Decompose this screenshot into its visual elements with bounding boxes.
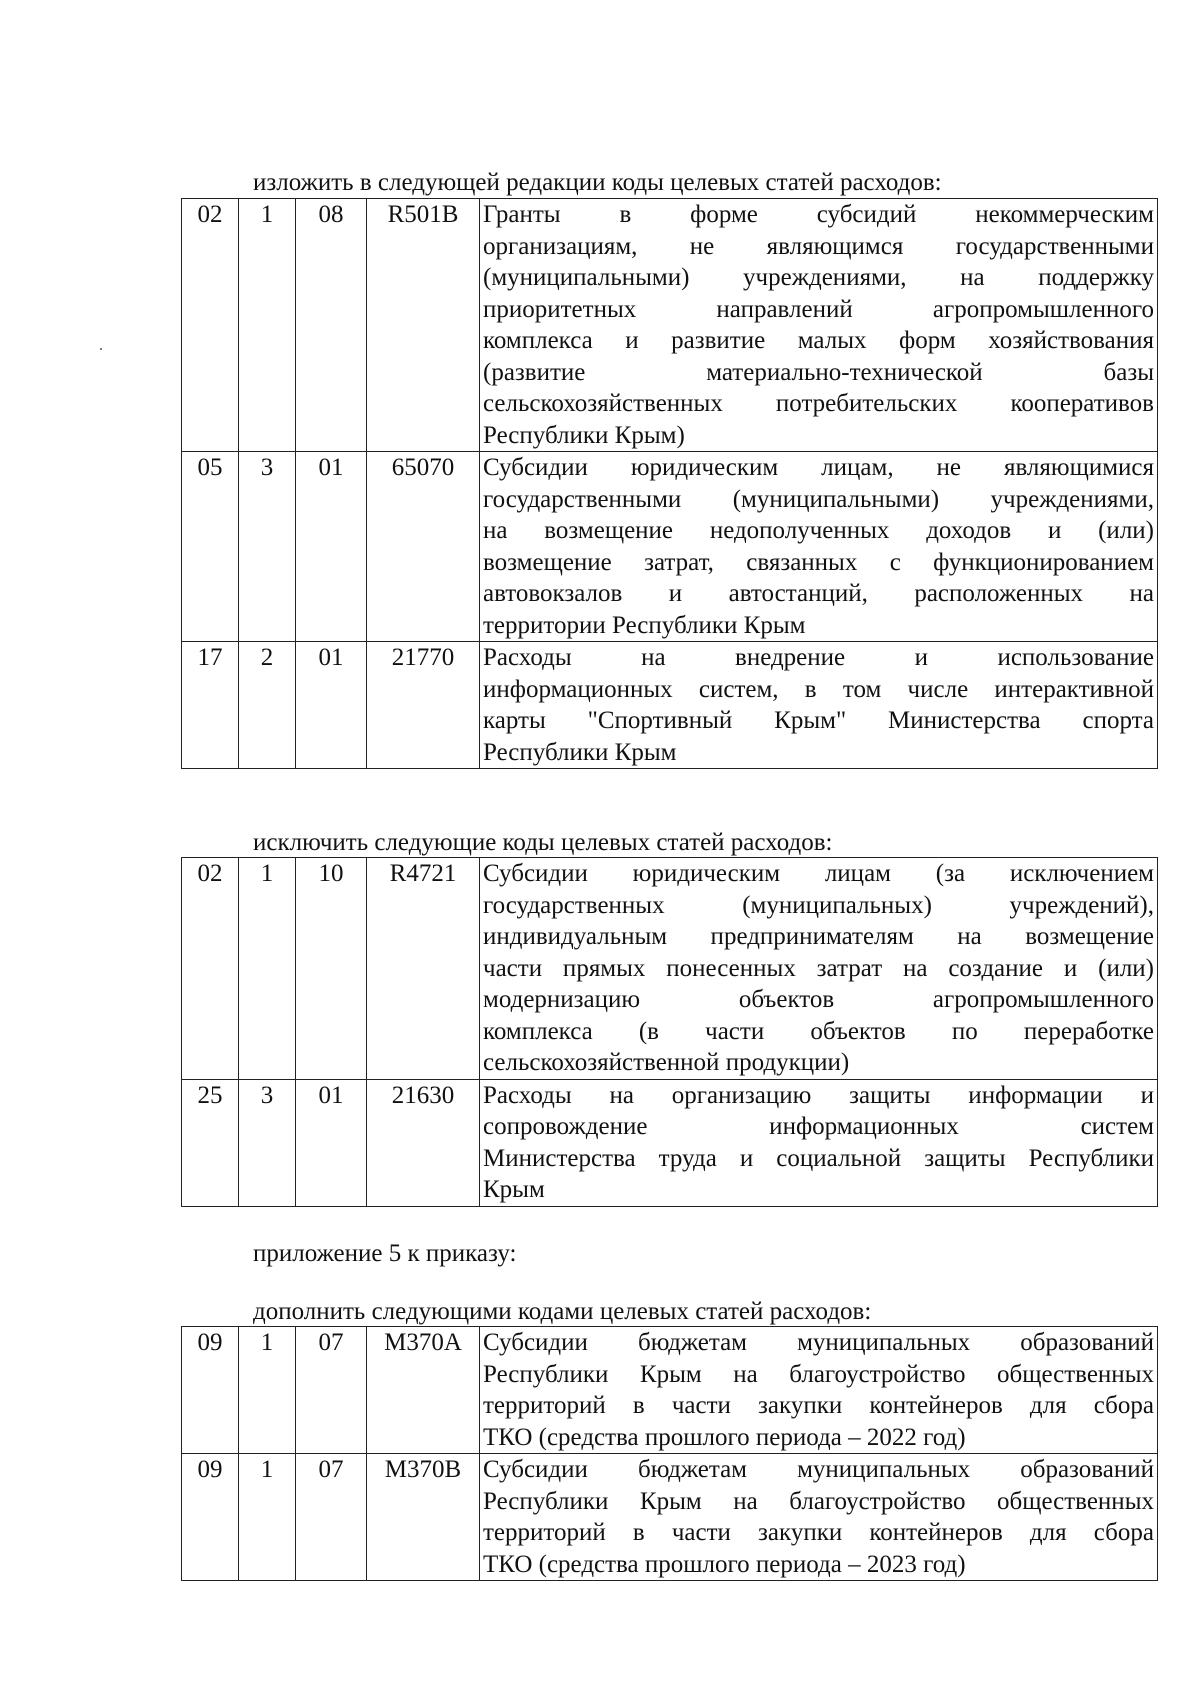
description-line: карты "Спортивный Крым" Министерства спорта [483, 707, 1154, 734]
description-line: приоритетных направлений агропромышленного [483, 295, 1154, 323]
code-cell-3: 07 [296, 1327, 367, 1454]
description-line: Гранты в форме субсидий некоммерческим [483, 201, 1154, 228]
code-cell-4: 65070 [367, 452, 480, 642]
description-line: Субсидии бюджетам муниципальных образований [483, 1329, 1154, 1356]
description-line: ТКО (средства прошлого периода – 2023 год) [483, 1550, 966, 1578]
description-line: Республики Крым на благоустройство общественных [483, 1360, 1154, 1388]
description-cell [480, 199, 1158, 452]
description-line: модернизацию объектов агропромышленного [483, 986, 1154, 1013]
description-line: Республики Крым на благоустройство общественных [483, 1487, 1154, 1515]
description-line: возмещение затрат, связанных с функционированием [483, 548, 1154, 576]
code-cell-2: 1 [239, 1454, 296, 1581]
description-line: информационных систем, в том числе интерактивной [483, 675, 1154, 703]
code-cell-1: 02 [182, 858, 239, 1080]
description-line: Расходы на организацию защиты информации и [483, 1081, 1154, 1109]
description-line: государственных (муниципальных) учреждений), [483, 891, 1154, 919]
code-cell-4: R4721 [367, 858, 480, 1080]
description-line: государственными (муниципальными) учреждениями, [483, 485, 1154, 513]
section-heading-exclude: исключить следующие коды целевых статей расходов: [253, 829, 833, 856]
code-cell-2: 2 [239, 642, 296, 769]
description-line: территории Республики Крым [483, 611, 806, 639]
description-line: сельскохозяйственной продукции) [483, 1049, 850, 1076]
description-line: индивидуальным предпринимателям на возмещение [483, 923, 1154, 950]
description-line: организациям, не являющимся государственными [483, 232, 1154, 260]
description-line: Крым [483, 1176, 545, 1203]
code-cell-3: 08 [296, 199, 367, 452]
code-cell-3: 01 [296, 642, 367, 769]
table-row [182, 199, 1158, 452]
code-cell-1: 09 [182, 1454, 239, 1581]
description-line: сопровождение информационных систем [483, 1113, 1154, 1140]
code-cell-1: 09 [182, 1327, 239, 1454]
code-cell-1: 02 [182, 199, 239, 452]
description-line: части прямых понесенных затрат на создание и (или) [483, 954, 1154, 982]
description-line: (муниципальными) учреждениями, на поддержку [483, 264, 1154, 291]
description-line: комплекса и развитие малых форм хозяйствования [483, 327, 1154, 354]
description-cell [480, 1454, 1158, 1581]
description-line: ТКО (средства прошлого периода – 2022 год) [483, 1423, 966, 1451]
codes-table-exclude [181, 857, 1158, 1207]
code-cell-1: 17 [182, 642, 239, 769]
table-row [182, 858, 1158, 1080]
code-cell-2: 1 [239, 858, 296, 1080]
description-line: на возмещение недополученных доходов и (или) [483, 517, 1154, 544]
table-row [182, 1079, 1158, 1206]
code-cell-4: M370B [367, 1454, 480, 1581]
appendix-note: приложение 5 к приказу: [253, 1240, 517, 1267]
code-cell-2: 3 [239, 452, 296, 642]
scan-speck [100, 348, 102, 350]
codes-table-amend [181, 198, 1158, 769]
code-cell-4: 21630 [367, 1079, 480, 1206]
description-line: Расходы на внедрение и использование [483, 644, 1154, 671]
description-cell [480, 1327, 1158, 1454]
table-row [182, 1454, 1158, 1581]
codes-table-add [181, 1326, 1158, 1581]
table-row [182, 642, 1158, 769]
description-cell [480, 1079, 1158, 1206]
code-cell-4: 21770 [367, 642, 480, 769]
description-line: (развитие материально-технической базы [483, 358, 1154, 386]
code-cell-3: 10 [296, 858, 367, 1080]
code-cell-4: R501B [367, 199, 480, 452]
description-line: комплекса (в части объектов по переработке [483, 1017, 1154, 1045]
code-cell-2: 1 [239, 1327, 296, 1454]
code-cell-1: 25 [182, 1079, 239, 1206]
description-line: Министерства труда и социальной защиты Республики [483, 1144, 1154, 1172]
code-cell-2: 1 [239, 199, 296, 452]
code-cell-4: M370A [367, 1327, 480, 1454]
code-cell-2: 3 [239, 1079, 296, 1206]
description-line: Субсидии юридическим лицам (за исключением [483, 860, 1154, 887]
section-heading-add: дополнить следующими кодами целевых статей расходов: [253, 1298, 872, 1325]
description-line: Республики Крым) [483, 421, 685, 449]
description-cell [480, 642, 1158, 769]
table-row [182, 452, 1158, 642]
description-cell [480, 858, 1158, 1080]
description-line: сельскохозяйственных потребительских кооперативов [483, 390, 1154, 417]
description-line: Республики Крым [483, 738, 677, 766]
description-line: Субсидии юридическим лицам, не являющимися [483, 454, 1154, 481]
code-cell-3: 01 [296, 1079, 367, 1206]
description-cell [480, 452, 1158, 642]
code-cell-3: 01 [296, 452, 367, 642]
description-line: Субсидии бюджетам муниципальных образований [483, 1456, 1154, 1483]
code-cell-1: 05 [182, 452, 239, 642]
description-line: территорий в части закупки контейнеров для сбора [483, 1519, 1154, 1546]
section-heading-amend: изложить в следующей редакции коды целевых статей расходов: [253, 169, 942, 196]
code-cell-3: 07 [296, 1454, 367, 1581]
description-line: автовокзалов и автостанций, расположенных на [483, 580, 1154, 607]
table-row [182, 1327, 1158, 1454]
description-line: территорий в части закупки контейнеров для сбора [483, 1392, 1154, 1419]
